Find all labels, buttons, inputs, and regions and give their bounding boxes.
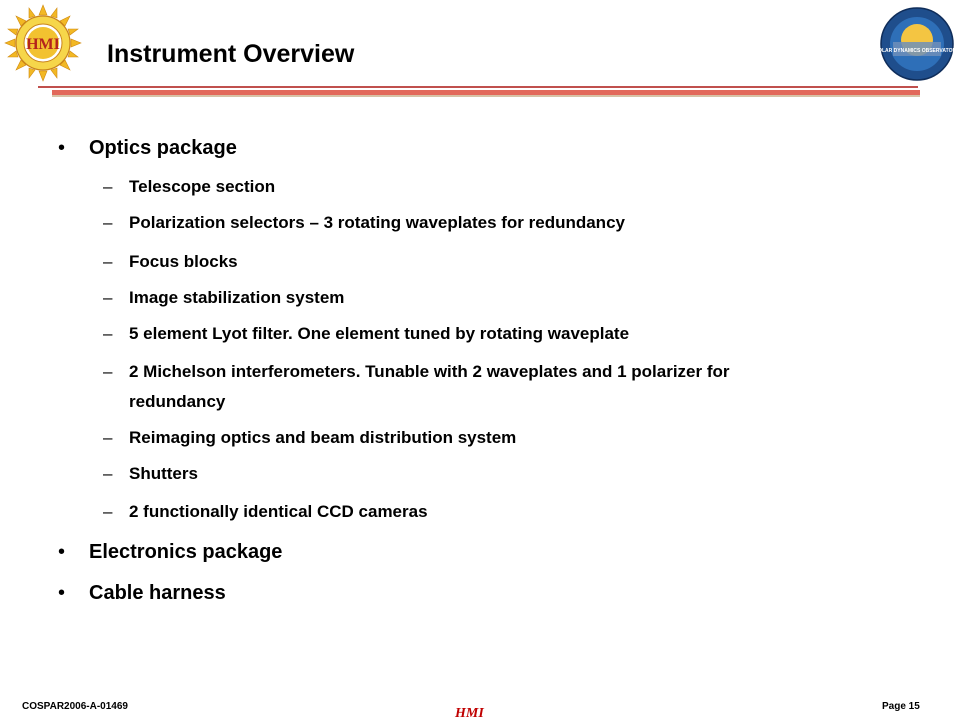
sub-item-michelson-cont: redundancy [129,392,226,411]
hmi-logo-text: HMI [26,36,60,53]
footer-abstract-id: COSPAR2006-A-01469 [22,701,128,712]
title-rule-thin [38,86,918,88]
sub-dash: – [103,428,113,447]
sdo-logo-text: SOLAR DYNAMICS OBSERVATORY [874,48,960,54]
sub-dash: – [103,252,113,271]
sub-dash: – [103,324,113,343]
footer-page-number: Page 15 [882,701,920,712]
bullet-dot: • [58,582,66,604]
sub-dash: – [103,362,113,381]
bullet-optics-package: Optics package [89,137,237,159]
sub-dash: – [103,288,113,307]
bullet-dot: • [58,137,66,159]
sdo-logo-icon [874,6,960,82]
sub-dash: – [103,502,113,521]
sub-item-telescope: Telescope section [129,177,276,196]
page-title: Instrument Overview [107,40,355,68]
sub-dash: – [103,177,113,196]
hmi-logo-icon [4,4,82,82]
sub-item-reimaging: Reimaging optics and beam distribution system [129,428,517,447]
sub-dash: – [103,464,113,483]
sub-item-lyot-filter: 5 element Lyot filter. One element tuned by rotating waveplate [129,324,630,343]
sub-dash: – [103,213,113,232]
sub-item-ccd-cameras: 2 functionally identical CCD cameras [129,502,428,521]
sub-item-focus-blocks: Focus blocks [129,252,238,271]
bullet-cable-harness: Cable harness [89,582,226,604]
footer-hmi-mark: HMI [455,706,484,721]
sub-item-michelson: 2 Michelson interferometers. Tunable with 2 waveplates and 1 polarizer for [129,362,730,381]
bullet-dot: • [58,541,66,563]
sub-item-shutters: Shutters [129,464,198,483]
sub-item-image-stabilization: Image stabilization system [129,288,345,307]
title-rule-shadow [52,95,920,97]
sub-item-polarization: Polarization selectors – 3 rotating waveplates for redundancy [129,213,625,232]
bullet-electronics-package: Electronics package [89,541,283,563]
